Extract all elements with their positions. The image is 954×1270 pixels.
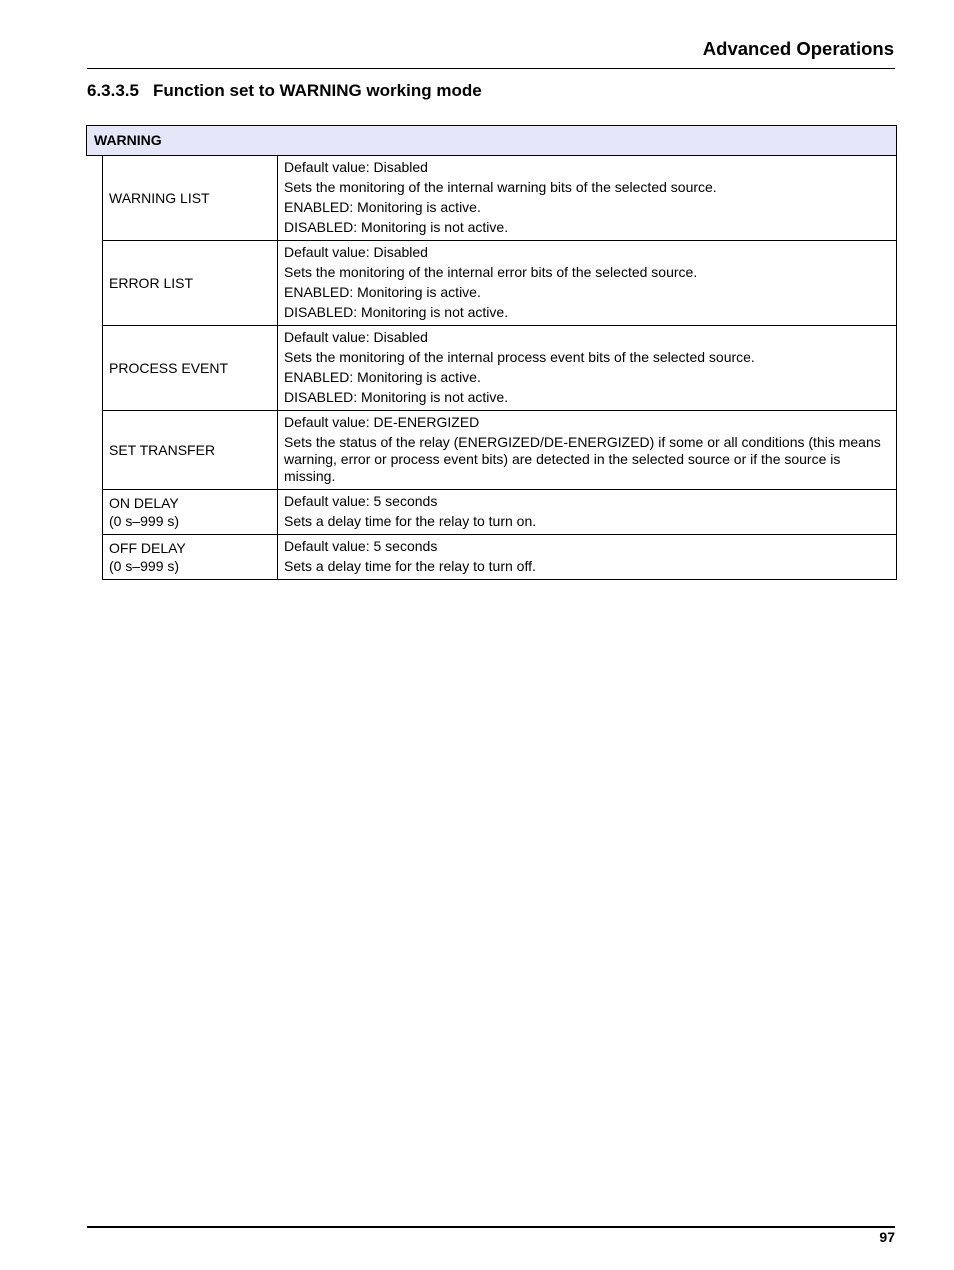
parameter-name-cell [103,156,278,241]
parameter-name: PROCESS EVENT [109,360,229,376]
table-row [103,241,897,326]
parameter-name: SET TRANSFER [109,442,216,458]
parameter-description-cell [278,156,897,241]
description-line: DISABLED: Monitoring is not active. [284,389,509,405]
parameter-description-cell [278,535,897,580]
table-row [103,490,897,535]
parameter-name: ERROR LIST [109,275,194,291]
table-row [103,156,897,241]
parameter-name: WARNING LIST [109,190,210,206]
parameter-name-cell [103,535,278,580]
parameter-name: OFF DELAY [109,540,186,556]
parameter-name-cell [103,241,278,326]
description-line: Sets the monitoring of the internal process event bits of the selected source. [284,349,755,365]
parameter-name-cell [103,326,278,411]
default-value-text: Default value: Disabled [284,159,428,175]
parameter-description-cell [278,326,897,411]
description-line: Sets a delay time for the relay to turn off. [284,558,536,574]
page-number: 97 [879,1229,895,1245]
section-number: 6.3.3.5 [87,81,139,100]
table-header-label: WARNING [94,132,162,148]
running-header-title: Advanced Operations [702,38,894,59]
footer-divider [87,1226,895,1228]
table-row [103,326,897,411]
section-title: Function set to WARNING working mode [153,81,482,100]
description-line: Sets a delay time for the relay to turn on. [284,513,537,529]
default-value-text: Default value: Disabled [284,244,428,260]
description-line: Sets the status of the relay (ENERGIZED/DE-ENERGIZED) if some or all conditions (this means warning, error or process event bits) are detected in the selected source or if the source is missing. [284,434,881,484]
warning-parameter-table [102,155,897,580]
default-value-text: Default value: 5 seconds [284,538,438,554]
description-line: ENABLED: Monitoring is active. [284,369,481,385]
parameter-name-cell [103,490,278,535]
default-value-text: Default value: DE-ENERGIZED [284,414,480,430]
parameter-name-cell [103,411,278,490]
header-divider [87,68,895,69]
default-value-text: Default value: Disabled [284,329,428,345]
description-line: ENABLED: Monitoring is active. [284,284,481,300]
parameter-range: (0 s–999 s) [109,513,180,529]
table-row [103,535,897,580]
parameter-description-cell [278,411,897,490]
table-body [103,156,897,580]
parameter-description-cell [278,490,897,535]
description-line: Sets the monitoring of the internal warning bits of the selected source. [284,179,717,195]
description-line: DISABLED: Monitoring is not active. [284,219,509,235]
parameter-name: ON DELAY [109,495,179,511]
table-row [103,411,897,490]
description-line: ENABLED: Monitoring is active. [284,199,481,215]
description-line: DISABLED: Monitoring is not active. [284,304,509,320]
table-header-warning [86,125,897,156]
parameter-range: (0 s–999 s) [109,558,180,574]
parameter-description-cell [278,241,897,326]
section-heading [87,81,482,101]
default-value-text: Default value: 5 seconds [284,493,438,509]
description-line: Sets the monitoring of the internal error bits of the selected source. [284,264,698,280]
